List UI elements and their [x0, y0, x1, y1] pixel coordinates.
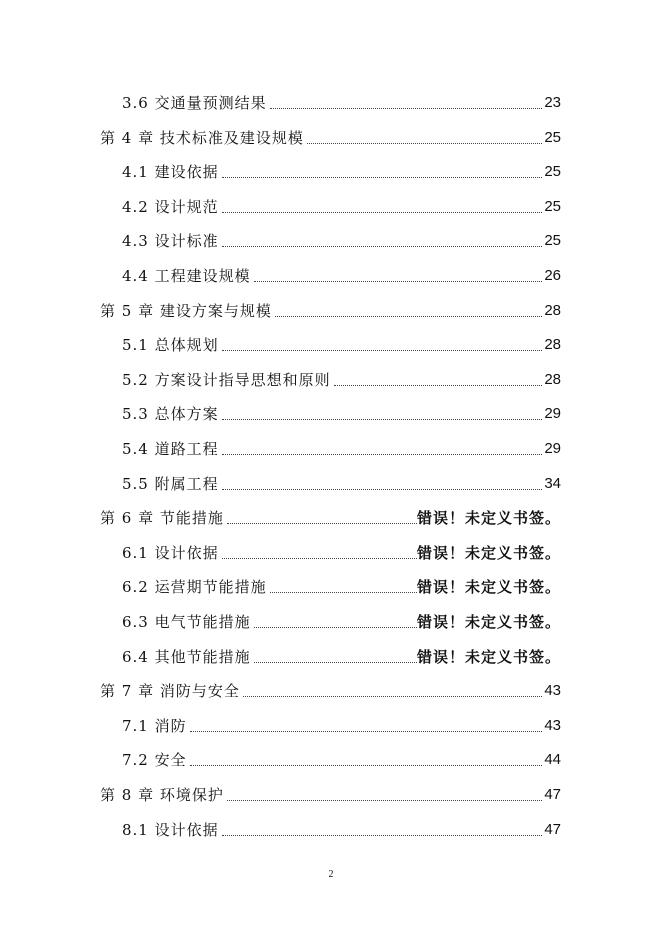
toc-entry-page: 25 — [544, 163, 561, 181]
toc-dot-leader — [222, 176, 543, 178]
toc-chapter-entry[interactable] — [100, 117, 561, 147]
toc-entry[interactable] — [122, 532, 561, 562]
toc-bookmark-error: 错误！未定义书签。 — [416, 613, 561, 631]
toc-entry[interactable] — [122, 151, 561, 181]
toc-entry-page: 29 — [544, 440, 561, 457]
page-number: 2 — [328, 869, 334, 880]
toc-dot-leader — [222, 557, 417, 559]
toc-entry-page: 25 — [544, 232, 561, 250]
toc-entry[interactable] — [122, 428, 561, 458]
toc-entry[interactable] — [122, 601, 561, 631]
toc-entry-title: 第 4 章 技术标准及建设规模 — [100, 128, 304, 147]
toc-entry-page: 28 — [544, 301, 561, 319]
toc-entry[interactable] — [122, 220, 561, 250]
toc-dot-leader — [334, 384, 543, 386]
toc-entry[interactable] — [122, 186, 561, 216]
toc-dot-leader — [254, 280, 543, 282]
toc-dot-leader — [227, 522, 417, 524]
toc-entry[interactable] — [122, 739, 561, 769]
toc-entry[interactable] — [122, 82, 561, 112]
toc-entry-page: 26 — [544, 267, 561, 284]
toc-dot-leader — [270, 107, 543, 109]
toc-entry-title: 5.5 附属工程 — [122, 474, 219, 493]
toc-dot-leader — [222, 488, 543, 490]
toc-entry[interactable] — [122, 359, 561, 389]
toc-dot-leader — [222, 418, 543, 420]
toc-entry-page: 28 — [544, 336, 561, 354]
toc-entry[interactable] — [122, 255, 561, 285]
toc-dot-leader — [254, 626, 417, 628]
toc-bookmark-error: 错误！未定义书签。 — [416, 647, 561, 666]
toc-chapter-entry[interactable] — [100, 497, 561, 527]
toc-entry-title: 3.6 交通量预测结果 — [122, 94, 267, 112]
toc-entry-title: 6.1 设计依据 — [122, 543, 219, 562]
toc-entry-title: 第 7 章 消防与安全 — [100, 682, 240, 701]
toc-entry-title: 5.4 道路工程 — [122, 440, 219, 458]
toc-entry-page: 47 — [544, 786, 561, 803]
toc-entry-page: 25 — [544, 128, 561, 146]
toc-entry[interactable] — [122, 705, 561, 735]
toc-entry-page: 44 — [544, 751, 561, 769]
toc-entry-title: 6.4 其他节能措施 — [122, 647, 251, 666]
toc-entry-title: 5.2 方案设计指导思想和原则 — [122, 370, 331, 389]
toc-entry-page: 29 — [544, 405, 561, 423]
toc-entry-title: 7.1 消防 — [122, 716, 187, 735]
toc-entry[interactable] — [122, 463, 561, 493]
toc-bookmark-error: 错误！未定义书签。 — [416, 509, 561, 528]
toc-entry-title: 4.2 设计规范 — [122, 197, 219, 216]
toc-entry-title: 4.4 工程建设规模 — [122, 267, 251, 285]
toc-entry[interactable] — [122, 393, 561, 423]
toc-entry-title: 5.3 总体方案 — [122, 405, 219, 424]
toc-entry[interactable] — [122, 566, 561, 596]
toc-dot-leader — [190, 730, 543, 732]
toc-entry[interactable] — [122, 324, 561, 354]
toc-dot-leader — [190, 764, 543, 766]
toc-entry-page: 23 — [544, 94, 561, 111]
toc-dot-leader — [222, 245, 543, 247]
toc-dot-leader — [222, 453, 543, 455]
toc-dot-leader — [222, 349, 543, 351]
toc-chapter-entry[interactable] — [100, 670, 561, 700]
toc-dot-leader — [243, 695, 542, 697]
toc-entry-page: 34 — [544, 474, 561, 492]
toc-entry-page: 43 — [544, 682, 561, 700]
toc-entry-title: 6.2 运营期节能措施 — [122, 578, 267, 597]
toc-entry-page: 47 — [544, 820, 561, 838]
toc-bookmark-error: 错误！未定义书签。 — [416, 543, 561, 562]
toc-entry-page: 43 — [544, 716, 561, 734]
toc-dot-leader — [222, 211, 543, 213]
toc-dot-leader — [254, 661, 417, 663]
toc-dot-leader — [227, 799, 542, 801]
toc-dot-leader — [270, 591, 417, 593]
toc-dot-leader — [222, 834, 543, 836]
toc-chapter-entry[interactable] — [100, 774, 561, 804]
toc-entry-title: 7.2 安全 — [122, 751, 187, 770]
toc-entry[interactable] — [122, 809, 561, 839]
toc-bookmark-error: 错误！未定义书签。 — [416, 578, 561, 597]
toc-entry-title: 第 5 章 建设方案与规模 — [100, 301, 272, 320]
toc-entry-page: 28 — [544, 370, 561, 388]
toc-entry-title: 4.3 设计标准 — [122, 232, 219, 251]
toc-entry-title: 4.1 建设依据 — [122, 163, 219, 182]
toc-entry-title: 第 6 章 节能措施 — [100, 509, 224, 528]
toc-dot-leader — [307, 142, 542, 144]
toc-entry-title: 6.3 电气节能措施 — [122, 613, 251, 631]
toc-entry-title: 8.1 设计依据 — [122, 820, 219, 839]
toc-entry-title: 第 8 章 环境保护 — [100, 786, 224, 804]
toc-chapter-entry[interactable] — [100, 290, 561, 320]
toc-entry-title: 5.1 总体规划 — [122, 336, 219, 355]
toc-entry[interactable] — [122, 636, 561, 666]
toc-dot-leader — [275, 315, 542, 317]
toc-entry-page: 25 — [544, 197, 561, 215]
